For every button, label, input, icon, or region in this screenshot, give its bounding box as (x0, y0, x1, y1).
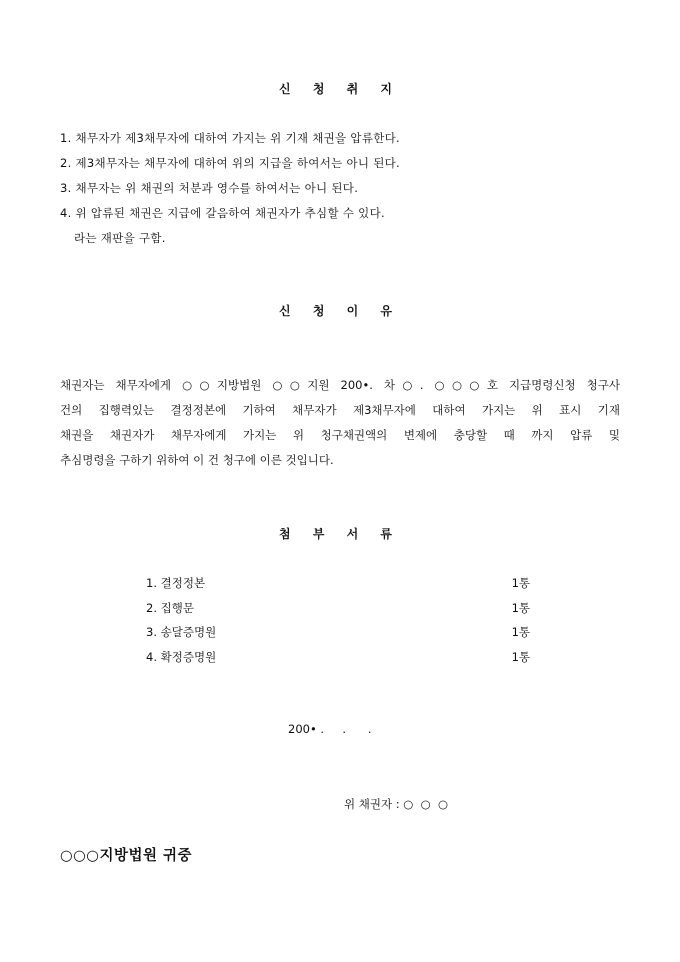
claim-purpose-item-3: 3. 채무자는 위 채권의 처분과 영수를 하여서는 아니 된다. (60, 181, 359, 195)
attachment-name: 1. 결정정본 (146, 576, 206, 590)
attachment-name: 2. 집행문 (146, 601, 194, 615)
attachment-row (146, 624, 530, 640)
attachments-heading: 첨 부 서 류 (279, 527, 401, 541)
attachment-name: 4. 확정증명원 (146, 650, 217, 664)
attachment-qty: 1통 (511, 625, 530, 639)
attachment-row (146, 575, 530, 591)
attachment-row (146, 600, 530, 616)
claim-reason-heading: 신 청 이 유 (279, 304, 401, 318)
addressee: ○○○지방법원 귀중 (60, 848, 193, 864)
attachment-qty: 1통 (511, 576, 530, 590)
claim-reason-line-4: 추심명령을 구하기 위하여 이 건 청구에 이른 것입니다. (60, 453, 334, 467)
attachment-name: 3. 송달증명원 (146, 625, 217, 639)
claim-reason-line-1: 채권자는 채무자에게 ○○지방법원 ○○지원 200•. 차○. ○○○호 지급명령신청 청구사 (60, 378, 620, 392)
claim-purpose-item-4: 4. 위 압류된 채권은 지급에 갈음하여 채권자가 추심할 수 있다. (60, 206, 385, 220)
claim-purpose-item-1: 1. 채무자가 제3채무자에 대하여 가지는 위 기재 채권을 압류한다. (60, 131, 401, 145)
signer-line: 위 채권자 : ○ ○ ○ (344, 797, 449, 811)
attachment-row (146, 649, 530, 665)
claim-purpose-closing: 라는 재판을 구함. (74, 231, 166, 245)
claim-purpose-item-2: 2. 제3채무자는 채무자에 대하여 위의 지급을 하여서는 아니 된다. (60, 156, 401, 170)
claim-reason-line-3: 채권을 채권자가 채무자에게 가지는 위 청구채권액의 변제에 충당할 때 까지 압류 및 (60, 428, 620, 442)
attachment-qty: 1통 (511, 650, 530, 664)
claim-purpose-heading: 신 청 취 지 (279, 82, 401, 96)
date-line: 200• . . . (288, 722, 372, 736)
claim-reason-line-2: 건의 집행력있는 결정정본에 기하여 채무자가 제3채무자에 대하여 가지는 위 표시 기재 (60, 403, 620, 417)
attachment-qty: 1통 (511, 601, 530, 615)
